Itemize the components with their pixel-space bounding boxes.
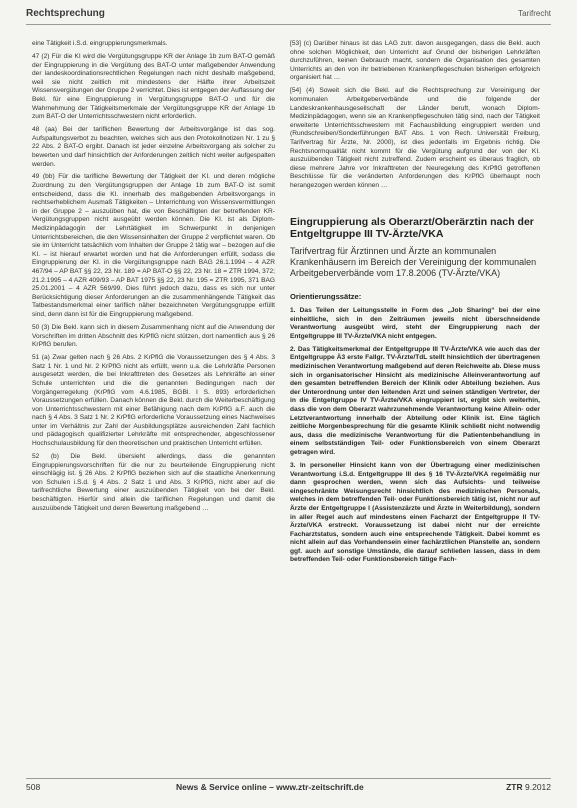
left-paragraph: 51 (a) Zwar gelten nach § 26 Abs. 2 KrPflG die Voraussetzungen des § 4 Abs. 3 Satz 1 Nr. 1 und Nr. 2 KrPflG nicht als erfüllt, wenn u.a. die Lehrkräfte Personen ausgesetzt werden, die bei Inkrafttreten des Gesetzes als Lehrkräfte an einer Schule unterrichten und die die genannten Bedingungen nach der Vorgängerregelung (KrPflG vom 4.6.1985, BGBl. I S. 893) erforderlichen Voraussetzungen erfüllen. Danach können die Bekl. durch die Weiterbeschäftigung von Unterrichtsschwestern mit einer Befähigung nach dem KrPflG a.F. auch die nach § 4 Abs. 3 Satz 1 Nr. 2 KrPflG erforderliche Voraussetzung eines Nachweises unter im Verhältnis zur Zahl der Ausbildungsplätze ausreichenden Zahl fachlich und pädagogisch qualifizierter Lehrkräfte mit entsprechender, abgeschlossener Hochschulausbildung für den theoretischen und praktischen Unterricht erfüllen.: [32, 354, 275, 448]
footer-website: News & Service online – www.ztr-zeitschrift.de: [176, 782, 364, 792]
left-column: [32, 40, 275, 518]
right-column: [290, 40, 540, 569]
right-paragraph: [53] (c) Darüber hinaus ist das LAG zutr. davon ausgegangen, dass die Bekl. auch ohne solchen Möglichkeit, den Unterricht auf Grund der bisherigen Lehrkräften durchzuführen, keinen Gebrauch macht, sondern die Organisation des gesamten Unterrichts an den von ihr betriebenen Krankenpflegeschulen bisherigen erfolgreich organisiert hat …: [290, 40, 540, 82]
page-number: 508: [26, 782, 41, 792]
orientation-point: 2. Das Tätigkeitsmerkmal der Entgeltgruppe III TV-Ärzte/VKA wie auch das der Entgeltgruppe Ä3 erste Fallgr. TV-Ärzte/TdL stellt hinsichtlich der übertragenen medizinischen Verantwortung maßgebend auf deren Reichweite ab. Diese muss sich in organisatorischer Hinsicht als medizinische Alleinverantwortung auf den gesamten betreffenden Bereich der Klinik oder Abteilung beziehen. Aus der Unterordnung unter den leitenden Arzt und seinen ständigen Vertreter, der in die Entgeltgruppe IV TV-Ärzte/VKA eingruppiert ist, ergibt sich weiterhin, dass die von dem Oberarzt wahrzunehmende Verantwortung keine Allein- oder Letztverantwortung innerhalb der Abteilung oder Klinik ist. Eine täglich zeitliche Morgenbesprechung für die gesamte Klinik schließt nicht notwendig aus, dass die medizinische Verantwortung für die Patientenbehandlung in einem selbstständigen Teil- oder Funktionsbereich von einem Oberarzt getragen wird.: [290, 345, 540, 456]
orientation-point: 3. In personeller Hinsicht kann von der Übertragung einer medizinischen Verantwortung i.S.d. Entgeltgruppe III des § 16 TV-Ärzte/VKA regelmäßig nur dann gesprochen werden, wenn sich das Aufsichts- und teilweise eingeschränkte Weisungsrecht hinsichtlich des medizinischen Personals, welches in dem betreffenden Teil- oder Funktionsbereich tätig ist, nicht nur auf Ärzte der Entgeltgruppe I (Assistenzärzte und Ärzte in Weiterbildung), sondern in aller Regel auch auf mindestens einen Facharzt der Entgeltgruppe II TV-Ärzte/VKA erstreckt. Voraussetzung ist dabei nicht nur der erreichte Facharztstatus, sondern auch eine entsprechende Tätigkeit. Dabei kommt es nicht allein auf das Vorhandensein einer fachärztlichen Planstelle an, sondern ggf. auch auf sonstige Umstände, die darauf schließen lassen, dass in dem betreffenden Teil- oder Funktionsbereich tätige Fach-: [290, 461, 540, 564]
left-paragraph: 49 (bb) Für die tarifliche Bewertung der Tätigkeit der KI. und deren mögliche Zuordnung zu den Vergütungsgruppen der Anlage 1b zum BAT-O ist somit entscheidend, dass die KI. innerhalb des maßgebenden Arbeitsvorgangs in rechtserheblichem Ausmaß Tätigkeiten – Unterrichtung von Wissensvermittlungen in der Gruppe 2 – auszuüben hat, die von Beschäftigten der betreffenden KR-Vergütungsgruppen nicht ausgeübt werden können. Die KI. ist als Diplom-Medizinpädagogin der Lehrtätigkeit im Schwerpunkt in denjenigen Unterrichtsbereichen, die den Wissensinhalten der Gruppe 2 verpflichtet waren. Ob sie im Unterricht tatsächlich vom Inhalten der Gruppe 2 tätig war – bezogen auf die KI. – ist hierauf erwartet worden und hat die Anforderungen erfüllt, sodass die Eingruppierung der KI. in die Vergütungsgruppe nach BAG 26.1.1994 – 4 AZR 467/94 – AP BAT §§ 22, 23 Nr. 189 = AP BAT-O §§ 22, 23 Nr. 18 = ZTR 1994, 372; 21.2.1995 – 4 AZR 409/93 – AP BAT 1975 §§ 22, 23 Nr. 195 = ZTR 1995, 371 BAG 25.01.2001 – 4 AZR 569/99. Dies führt jedoch dazu, dass es sich nur unter Berücksichtigung dieser Anforderungen an die zusammenhängende Tätigkeit das Tatbestandsmerkmal einer tariflich näher bezeichneten Vergütungsgruppe erfüllt sind, denn dann ist für die Eingruppierung maßgebend.: [32, 173, 275, 318]
left-paragraph: 50 (3) Die Bekl. kann sich in diesem Zusammenhang nicht auf die Anwendung der Vorschriften im dritten Abschnitt des KrPflG nicht stützen, dort namentlich aus § 26 KrPflG berufen.: [32, 323, 275, 349]
left-paragraph: 47 (2) Für die KI wird die Vergütungsgruppe KR der Anlage 1b zum BAT-O gemäß der Eingruppierung in die Vergütung des BAT-O unter maßgebender Anwendung der landeskoordinationsrechtlichen Regelungen nach nicht deshalb maßgebend, weil sie nicht zeitlich mit mindestens der Hälfte ihrer Arbeitszeit Wissensvergütungen der Gruppe 2 verrichtet. Dies ist entgegen der Auffassung der Bekl. für eine Eingruppierung in Vergütungsgruppe BAT-O und für die Wahrnehmung der Tätigkeitsmerkmale der Vergütungsgruppe KR der Anlage 1b zum BAT-O der Unterrichtsschwestern nicht erforderlich.: [32, 52, 275, 121]
page-header: [26, 8, 551, 25]
orientation-heading: Orientierungssätze:: [290, 292, 362, 302]
left-paragraph: eine Tätigkeit i.S.d. eingruppierungsmerkmals.: [32, 40, 168, 47]
section-subtitle: Tarifvertrag für Ärztinnen und Ärzte an kommunalen Krankenhäusern im Bereich der Vereinigung der kommunalen Arbeitgeberverbände vom 17.8.2006 (TV-Ärzte/VKA): [290, 246, 537, 279]
section-title: Eingruppierung als Oberarzt/Oberärztin nach der Entgeltgruppe III TV-Ärzte/VKA: [290, 216, 534, 241]
footer-journal: [506, 782, 551, 792]
category-label: Tarifrecht: [518, 9, 551, 18]
orientation-point: 1. Das Teilen der Leitungsstelle in Form des „Job Sharing“ bei der eine einheitliche, sich in den Zeiträumen jeweils nicht überschneidende Verantwortung ausgeübt wird, steht der Eingruppierung nach der Entgeltgruppe III TV-Ärzte/VKA nicht entgegen.: [290, 307, 540, 340]
left-paragraph: 52 (b) Die Bekl. übersieht allerdings, dass die genannten Eingruppierungsvorschriften für die nur zu beurteilende Eingruppierung nicht einschlägig ist. § 26 Abs. 2 KrPflG beziehen sich auf die staatliche Anerkennung von Schulen i.S.d. § 4 Abs. 2 Satz 1 und Abs. 3 KrPflG, nicht aber auf die tarifrechtliche Bewertung einer auszuübenden Tätigkeit von bei der Bekl. beschäftigten. Hierfür sind allein die tariflichen Regelungen und damit die auszuübende Tätigkeit und deren Bewertung maßgebend …: [32, 453, 275, 512]
journal-issue: 9.2012: [525, 782, 551, 792]
right-paragraph: [54] (4) Soweit sich die Bekl. auf die Rechtsprechung zur Vereinigung der kommunalen Arbeitgeberverbände und die folgende der Landeskrankenhausgesellschaft der Länder beruft, wonach Diplom-Medizinpädagogen, wenn sie an Krankenpflegeschulen tätig sind, nach der Tätigkeit erweiterte Unterrichtsschwestern mit Fachausbildung eingruppiert werden und (Rundschreiben/Sonderführungen BAT Abs. 1 von Rech. Universität Freiburg, Tarifvertrag für Ärzte, Nr. 2000), ist dies jedenfalls im Ergebnis richtig. Die Rechtsnormqualität nicht kommt für die Vergütung aufgrund der von der KI. auszuübenden Tätigkeit nicht zutreffend. Zudem erscheint es überaus fraglich, ob diese mehrere Jahre vor Inkrafttreten der Neuregelung des KrPflG getroffenen Beschlüsse für die veränderten Anforderungen des KrPflG überhaupt noch herangezogen werden können …: [290, 87, 540, 189]
journal-name: ZTR: [506, 782, 523, 792]
left-paragraph: 48 (aa) Bei der tariflichen Bewertung der Arbeitsvorgänge ist das sog. Aufspaltungsverbot zu beachten, welches sich aus den Protokollnotizen Nr. 1 zu § 22 Abs. 2 BAT-O ergibt. Danach ist jeder einzelne Arbeitsvorgang als solcher zu bewerten und darf hinsichtlich der Anforderungen zeitlich nicht weiter aufgespalten werden.: [32, 126, 275, 168]
section-label: Rechtsprechung: [26, 8, 105, 19]
page-footer: [26, 778, 551, 793]
